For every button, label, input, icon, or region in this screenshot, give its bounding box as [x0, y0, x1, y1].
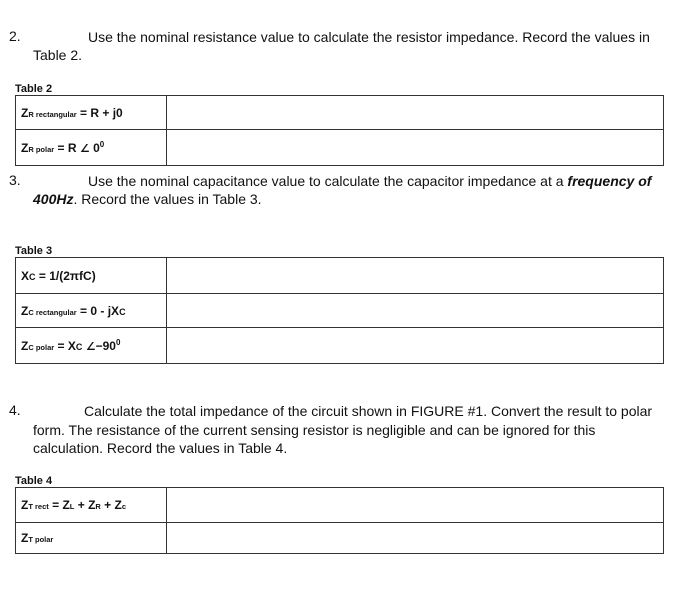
question-4-number: 4.: [9, 402, 21, 418]
question-2-number: 2.: [9, 28, 21, 44]
zr-rectangular-label: ZR rectangular = R + j0: [16, 96, 167, 130]
table-row: [16, 130, 664, 166]
question-3-line-1: Use the nominal capacitance value to calculate the capacitor impedance at a frequency of: [88, 173, 652, 189]
zt-polar-label: ZT polar: [16, 523, 167, 554]
zc-rectangular-value-cell[interactable]: [167, 294, 664, 328]
table-4: [15, 487, 664, 554]
question-4-line-3: calculation. Record the values in Table 4.: [33, 440, 288, 456]
table-4-caption: Table 4: [15, 475, 53, 487]
question-2-line-1: Use the nominal resistance value to calculate the resistor impedance. Record the values in: [88, 29, 650, 45]
table-2-caption: Table 2: [15, 83, 53, 95]
zc-rectangular-label: ZC rectangular = 0 - jXC: [16, 294, 167, 328]
question-4-line-1: Calculate the total impedance of the circuit shown in FIGURE #1. Convert the result to polar: [84, 403, 653, 419]
table-row: [16, 488, 664, 523]
zt-rect-label: ZT rect = ZL + ZR + Zc: [16, 488, 167, 523]
table-row: [16, 523, 664, 554]
question-3-line-2: 400Hz. Record the values in Table 3.: [33, 191, 262, 207]
xc-value-cell[interactable]: [167, 258, 664, 294]
question-2-line-2: Table 2.: [33, 47, 83, 63]
table-row: [16, 258, 664, 294]
table-3: [15, 257, 664, 364]
table-row: [16, 328, 664, 364]
zr-rectangular-value-cell[interactable]: [167, 96, 664, 130]
zc-polar-label: ZC polar = XC $\angle-90^0$: [16, 328, 167, 364]
zr-polar-value-cell[interactable]: [167, 130, 664, 166]
zc-polar-value-cell[interactable]: [167, 328, 664, 364]
table-row: [16, 96, 664, 130]
zr-polar-label: ZR polar = R ∠ $0^0$: [16, 130, 167, 166]
zt-polar-value-cell[interactable]: [167, 523, 664, 554]
xc-label: XC = 1/(2πfC): [16, 258, 167, 294]
question-3-number: 3.: [9, 172, 21, 188]
zt-rect-value-cell[interactable]: [167, 488, 664, 523]
table-row: [16, 294, 664, 328]
table-2: [15, 95, 664, 166]
table-3-caption: Table 3: [15, 245, 53, 257]
question-4-line-2: form. The resistance of the current sensing resistor is negligible and can be ignored for this: [33, 422, 596, 438]
